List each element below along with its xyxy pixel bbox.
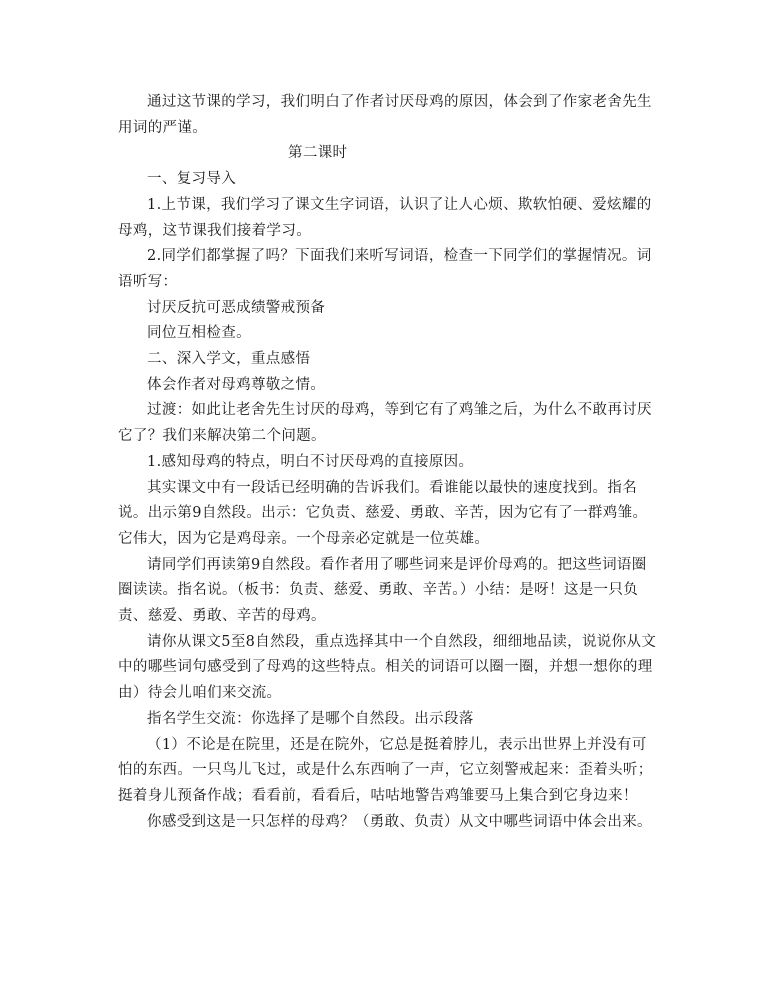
paragraph: 1.感知母鸡的特点，明白不讨厌母鸡的直接原因。 [147,453,474,470]
paragraph: 请同学们再读第9自然段。看作者用了哪些词来是评价母鸡的。把这些词语圈圈读读。指名说。（板书：负责、慈爱、勇敢、辛苦。）小结：是呀！这是一只负责、慈爱、勇敢、辛苦的母鸡。 [118,556,647,625]
paragraph: 通过这节课的学习，我们明白了作者讨厌母鸡的原因，体会到了作家老舍先生用词的严谨。 [118,94,652,136]
paragraph: 讨厌反抗可恶成绩警戒预备 [147,299,326,316]
paragraph: 同位互相检查。 [147,325,251,342]
paragraph: 体会作者对母鸡尊敬之情。 [147,376,326,393]
paragraph: 指名学生交流：你选择了是哪个自然段。出示段落 [147,710,474,727]
paragraph: 二、深入学文，重点感悟 [147,351,311,368]
paragraph: 其实课文中有一段话已经明确的告诉我们。看谁能以最快的速度找到。指名说。出示第9自然段。出示：它负责、慈爱、勇敢、辛苦，因为它有了一群鸡雏。它伟大，因为它是鸡母亲。一个母亲必定就是一位英雄。 [118,479,648,547]
paragraph: 2.同学们都掌握了吗？下面我们来听写词语，检查一下同学们的掌握情况。词语听写： [118,248,652,290]
paragraph: 你感受到这是一只怎样的母鸡？（勇敢、负责）从文中哪些词语中体会出来。 [147,813,652,830]
paragraph: 过渡：如此让老舍先生讨厌的母鸡，等到它有了鸡雏之后，为什么不敢再讨厌它了？我们来解决第二个问题。 [118,402,652,445]
paragraph: 请你从课文5至8自然段，重点选择其中一个自然段，细细地品读，说说你从文中的哪些词句感受到了母鸡的这些特点。相关的词语可以圈一圈，并想一想你的理由）待会儿咱们来交流。 [118,633,657,702]
document-body [118,90,658,835]
paragraph: （1）不论是在院里，还是在院外，它总是挺着脖儿，表示出世界上并没有可怕的东西。一只鸟儿飞过，或是什么东西响了一声，它立刻警戒起来：歪着头听；挺着身儿预备作战；看看前，看看后，咕咕地警告鸡雏要马上集合到它身边来！ [118,736,653,804]
paragraph: 1.上节课，我们学习了课文生字词语，认识了让人心烦、欺软怕硬、爱炫耀的母鸡，这节课我们接着学习。 [118,196,652,239]
section-heading: 第二课时 [288,145,348,162]
paragraph: 一、复习导入 [147,171,237,188]
